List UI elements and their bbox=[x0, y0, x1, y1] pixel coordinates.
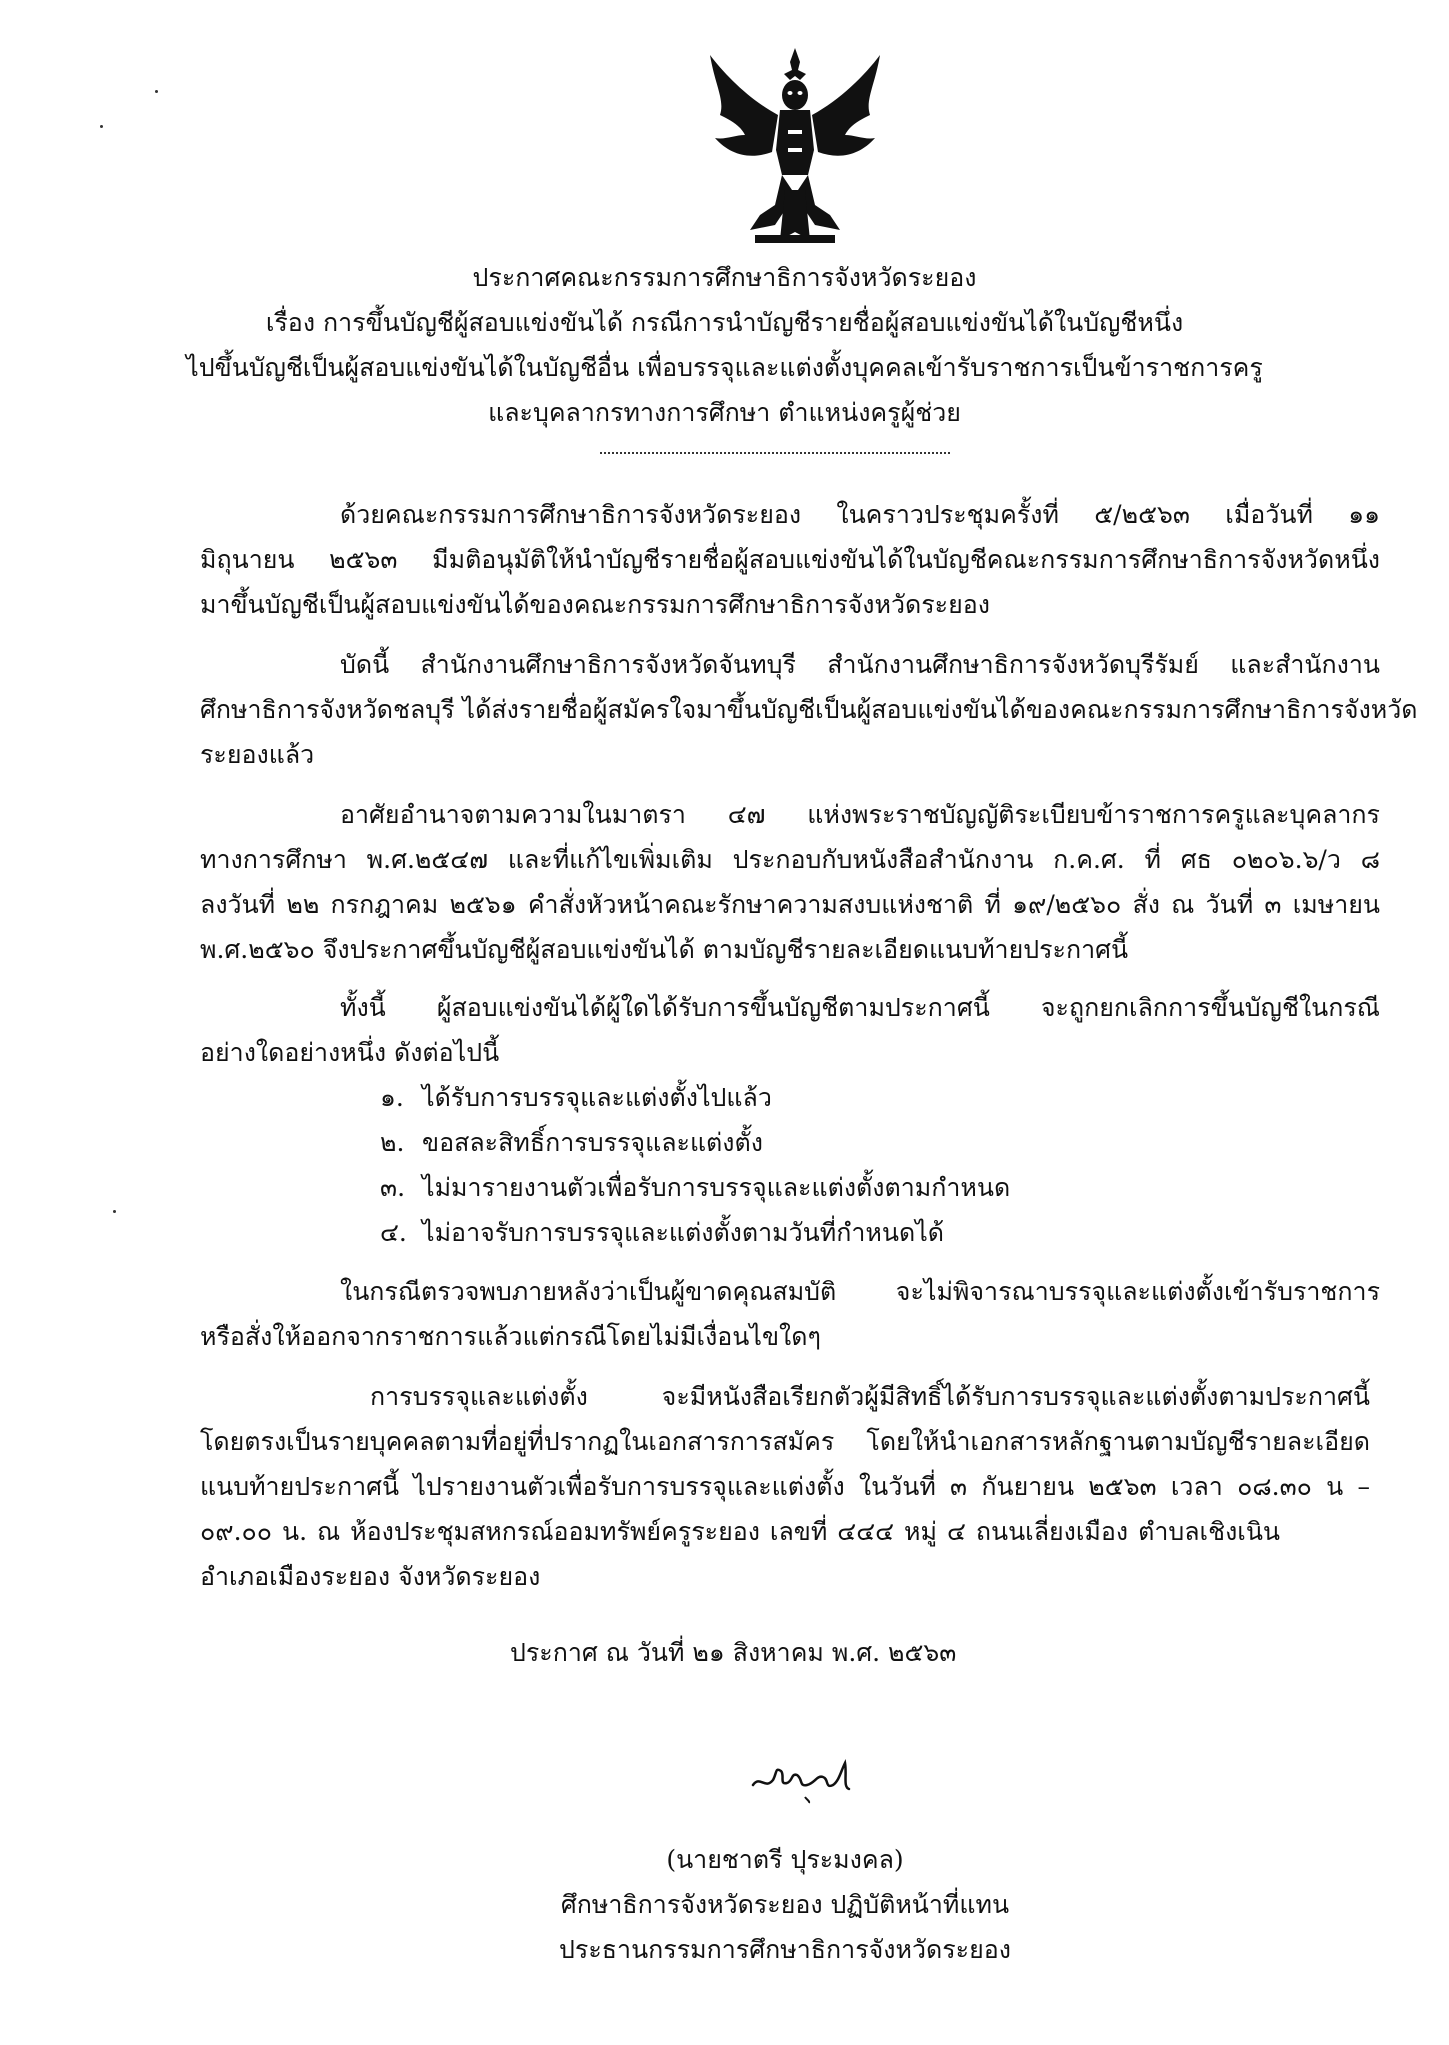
garuda-emblem-icon bbox=[680, 40, 910, 250]
condition-item bbox=[380, 1123, 763, 1163]
condition-item bbox=[380, 1078, 772, 1118]
paragraph-2-line-2: ศึกษาธิการจังหวัดชลบุรี ได้ส่งรายชื่อผู้สมัครใจมาขึ้นบัญชีเป็นผู้สอบแข่งขันได้ของคณะกรรมการศึกษาธิการจังหวัด bbox=[200, 695, 1418, 724]
condition-item bbox=[380, 1213, 944, 1253]
paragraph-5-line-1: ในกรณีตรวจพบภายหลังว่าเป็นผู้ขาดคุณสมบัติ จะไม่พิจารณาบรรจุและแต่งตั้งเข้ารับราชการ bbox=[340, 1277, 1380, 1306]
subject-line-2: ไปขึ้นบัญชีเป็นผู้สอบแข่งขันได้ในบัญชีอื่น เพื่อบรรจุและแต่งตั้งบุคคลเข้ารับราชการเป็นข้าราชการครู bbox=[186, 353, 1263, 382]
condition-number: ๓. bbox=[380, 1173, 406, 1202]
paragraph-1-line-2: มิถุนายน ๒๕๖๓ มีมติอนุมัติให้นำบัญชีรายชื่อผู้สอบแข่งขันได้ในบัญชีคณะกรรมการศึกษาธิการจังหวัดหนึ่ง bbox=[200, 545, 1380, 574]
paragraph-1-line-3: มาขึ้นบัญชีเป็นผู้สอบแข่งขันได้ของคณะกรรมการศึกษาธิการจังหวัดระยอง bbox=[200, 590, 990, 619]
paragraph-3-line-2: ทางการศึกษา พ.ศ.๒๕๔๗ และที่แก้ไขเพิ่มเติม ประกอบกับหนังสือสำนักงาน ก.ค.ศ. ที่ ศธ ๐๒๐๖.๖/ว ๘ bbox=[200, 845, 1380, 874]
condition-text: ได้รับการบรรจุและแต่งตั้งไปแล้ว bbox=[422, 1083, 772, 1112]
paragraph-6-line-2: โดยตรงเป็นรายบุคคลตามที่อยู่ที่ปรากฏในเอกสารการสมัคร โดยให้นำเอกสารหลักฐานตามบัญชีรายละเอียด bbox=[200, 1427, 1370, 1456]
paragraph-2-line-1: บัดนี้ สำนักงานศึกษาธิการจังหวัดจันทบุรี สำนักงานศึกษาธิการจังหวัดบุรีรัมย์ และสำนักงาน bbox=[340, 650, 1380, 679]
paragraph-6-line-3: แนบท้ายประกาศนี้ ไปรายงานตัวเพื่อรับการบรรจุและแต่งตั้ง ในวันที่ ๓ กันยายน ๒๕๖๓ เวลา ๐๘.๓๐ น – bbox=[200, 1472, 1370, 1501]
signer-title-1: ศึกษาธิการจังหวัดระยอง ปฏิบัติหน้าที่แทน bbox=[560, 1890, 1010, 1919]
paragraph-6-line-4: ๐๙.๐๐ น. ณ ห้องประชุมสหกรณ์ออมทรัพย์ครูระยอง เลขที่ ๔๔๔ หมู่ ๔ ถนนเลี่ยงเมือง ตำบลเชิงเนิน bbox=[200, 1517, 1280, 1546]
condition-number: ๔. bbox=[380, 1218, 407, 1247]
condition-number: ๒. bbox=[380, 1128, 405, 1157]
paragraph-3-line-1: อาศัยอำนาจตามความในมาตรา ๔๗ แห่งพระราชบัญญัติระเบียบข้าราชการครูและบุคลากร bbox=[340, 800, 1380, 829]
scan-speck bbox=[100, 125, 103, 128]
signer-name: (นายชาตรี ปุระมงคล) bbox=[666, 1845, 904, 1874]
paragraph-3-line-4: พ.ศ.๒๕๖๐ จึงประกาศขึ้นบัญชีผู้สอบแข่งขันได้ ตามบัญชีรายละเอียดแนบท้ายประกาศนี้ bbox=[200, 935, 1129, 964]
condition-number: ๑. bbox=[380, 1083, 404, 1112]
condition-text: ไม่มารายงานตัวเพื่อรับการบรรจุและแต่งตั้งตามกำหนด bbox=[422, 1173, 1011, 1202]
paragraph-2-line-3: ระยองแล้ว bbox=[200, 740, 315, 769]
scan-speck bbox=[113, 1210, 116, 1213]
dotted-separator bbox=[600, 452, 950, 454]
announcement-date: ประกาศ ณ วันที่ ๒๑ สิงหาคม พ.ศ. ๒๕๖๓ bbox=[510, 1638, 957, 1667]
paragraph-6-line-5: อำเภอเมืองระยอง จังหวัดระยอง bbox=[200, 1562, 541, 1591]
announcement-title: ประกาศคณะกรรมการศึกษาธิการจังหวัดระยอง bbox=[472, 263, 977, 292]
condition-text: ขอสละสิทธิ์การบรรจุและแต่งตั้ง bbox=[422, 1128, 763, 1157]
signer-title-2: ประธานกรรมการศึกษาธิการจังหวัดระยอง bbox=[559, 1935, 1011, 1964]
scan-speck bbox=[155, 90, 158, 93]
paragraph-3-line-3: ลงวันที่ ๒๒ กรกฎาคม ๒๕๖๑ คำสั่งหัวหน้าคณะรักษาความสงบแห่งชาติ ที่ ๑๙/๒๕๖๐ สั่ง ณ วันที่ ๓ เมษายน bbox=[200, 890, 1380, 919]
paragraph-4-line-1: ทั้งนี้ ผู้สอบแข่งขันได้ผู้ใดได้รับการขึ้นบัญชีตามประกาศนี้ จะถูกยกเลิกการขึ้นบัญชีในกรณี bbox=[340, 993, 1380, 1022]
paragraph-5-line-2: หรือสั่งให้ออกจากราชการแล้วแต่กรณีโดยไม่มีเงื่อนไขใดๆ bbox=[200, 1322, 821, 1351]
paragraph-6-line-1: การบรรจุและแต่งตั้ง จะมีหนังสือเรียกตัวผู้มีสิทธิ์ได้รับการบรรจุและแต่งตั้งตามประกาศนี้ bbox=[370, 1382, 1370, 1411]
paragraph-1-line-1: ด้วยคณะกรรมการศึกษาธิการจังหวัดระยอง ในคราวประชุมครั้งที่ ๕/๒๕๖๓ เมื่อวันที่ ๑๑ bbox=[340, 500, 1380, 529]
subject-line-1: เรื่อง การขึ้นบัญชีผู้สอบแข่งขันได้ กรณีการนำบัญชีรายชื่อผู้สอบแข่งขันได้ในบัญชีหนึ่ง bbox=[265, 308, 1184, 337]
handwritten-signature bbox=[745, 1745, 865, 1805]
condition-item bbox=[380, 1168, 1010, 1208]
paragraph-4-line-2: อย่างใดอย่างหนึ่ง ดังต่อไปนี้ bbox=[200, 1038, 500, 1067]
subject-line-3: และบุคลากรทางการศึกษา ตำแหน่งครูผู้ช่วย bbox=[488, 398, 961, 427]
condition-text: ไม่อาจรับการบรรจุและแต่งตั้งตามวันที่กำหนดได้ bbox=[422, 1218, 945, 1247]
